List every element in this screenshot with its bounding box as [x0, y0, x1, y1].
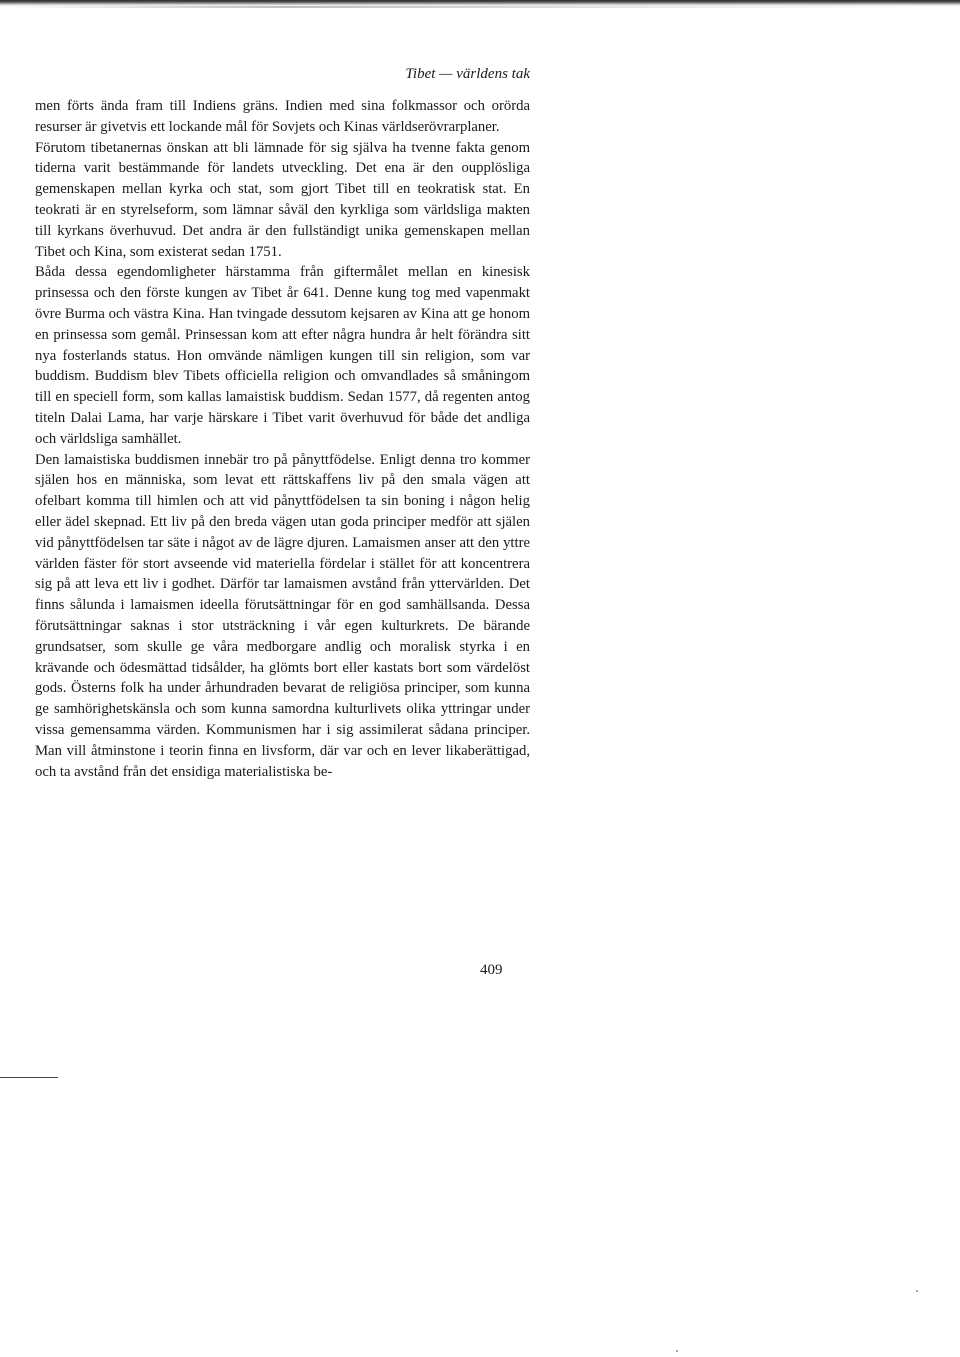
scan-speck: [916, 1290, 918, 1292]
scan-top-shadow: [0, 6, 960, 8]
paragraph: Båda dessa egendomligheter härstamma från giftermålet mellan en kinesisk prinsessa och den förste kungen av Tibet år 641. Denne kung tog med vapenmakt övre Burma och västra Kina. Han tvingade dessutom kejsaren av Kina att ge honom en prinsessa som gemål. Prinsessan kom att efter några hundra år helt förändra sitt nya fosterlands status. Hon omvände nämligen kungen till sin religion, som var buddism. Buddism blev Tibets officiella religion och omvandlades så småningom till en speciell form, som kallas lamaistisk buddism. Sedan 1577, då regenten antog titeln Dalai Lama, har varje härskare i Tibet varit överhuvud för både det andliga och världsliga samhället.: [35, 264, 530, 447]
paragraph: Förutom tibetanernas önskan att bli lämnade för sig själva ha tvenne fakta genom tiderna varit bestämmande för landets utveckling. Det ena är den oupplösliga gemenskapen mellan kyrka och stat, som gjort Tibet till en teokratisk stat. En teokrati är en styrelseform, som lämnar såväl den kyrkliga som världsliga makten till kyrkans överhuvud. Det andra är den fullständigt unika gemenskapen mellan Tibet och Kina, som existerat sedan 1751.: [35, 139, 530, 260]
page-number: 409: [480, 962, 503, 978]
scan-margin-line: [0, 1077, 58, 1078]
running-header: Tibet — världens tak: [405, 66, 530, 82]
body-text: [35, 96, 530, 782]
scan-speck: [676, 1350, 678, 1352]
paragraph: men förts ända fram till Indiens gräns. Indien med sina folkmassor och orörda resurser är givetvis ett lockande mål för Sovjets och Kinas världserövrarplaner.: [35, 98, 530, 135]
paragraph: Den lamaistiska buddismen innebär tro på pånyttfödelse. Enligt denna tro kommer själen hos en människa, som levat ett rättskaffens liv på den smala vägen att ofelbart komma till himlen och att vid pånyttfödelsen ta sin boning i någon helig eller ädel skepnad. Ett liv på den breda vägen utan goda principer medför att själen vid pånyttfödelsen tar säte i något av de lägre djuren. Lamaismen anser att den yttre världen fäster för stort avseende vid materiella fördelar i stället för att koncentrera sig på att leva ett liv i godhet. Därför tar lamaismen avstånd från yttervärlden. Det finns sålunda i lamaismen ideella förutsättningar för en god samhällsanda. Dessa förutsättningar saknas i stor utsträckning i vår egen kulturkrets. De bärande grundsatser, som skulle ge våra medborgare andlig och moralisk styrka i en krävande och ödesmättad tidsålder, ha glömts bort eller kastats bort som värdelöst gods. Österns folk ha under århundraden bevarat de religiösa principer, som kunna ge samhörighetskänsla och som kunna samordna kulturlivets olika yttringar under vissa gemensamma värden. Kommunismen har i sig assimilerat sådana principer. Man vill åtminstone i teorin finna en livsform, där var och en lever likaberättigad, och ta avstånd från det ensidiga materialistiska be-: [35, 451, 530, 780]
